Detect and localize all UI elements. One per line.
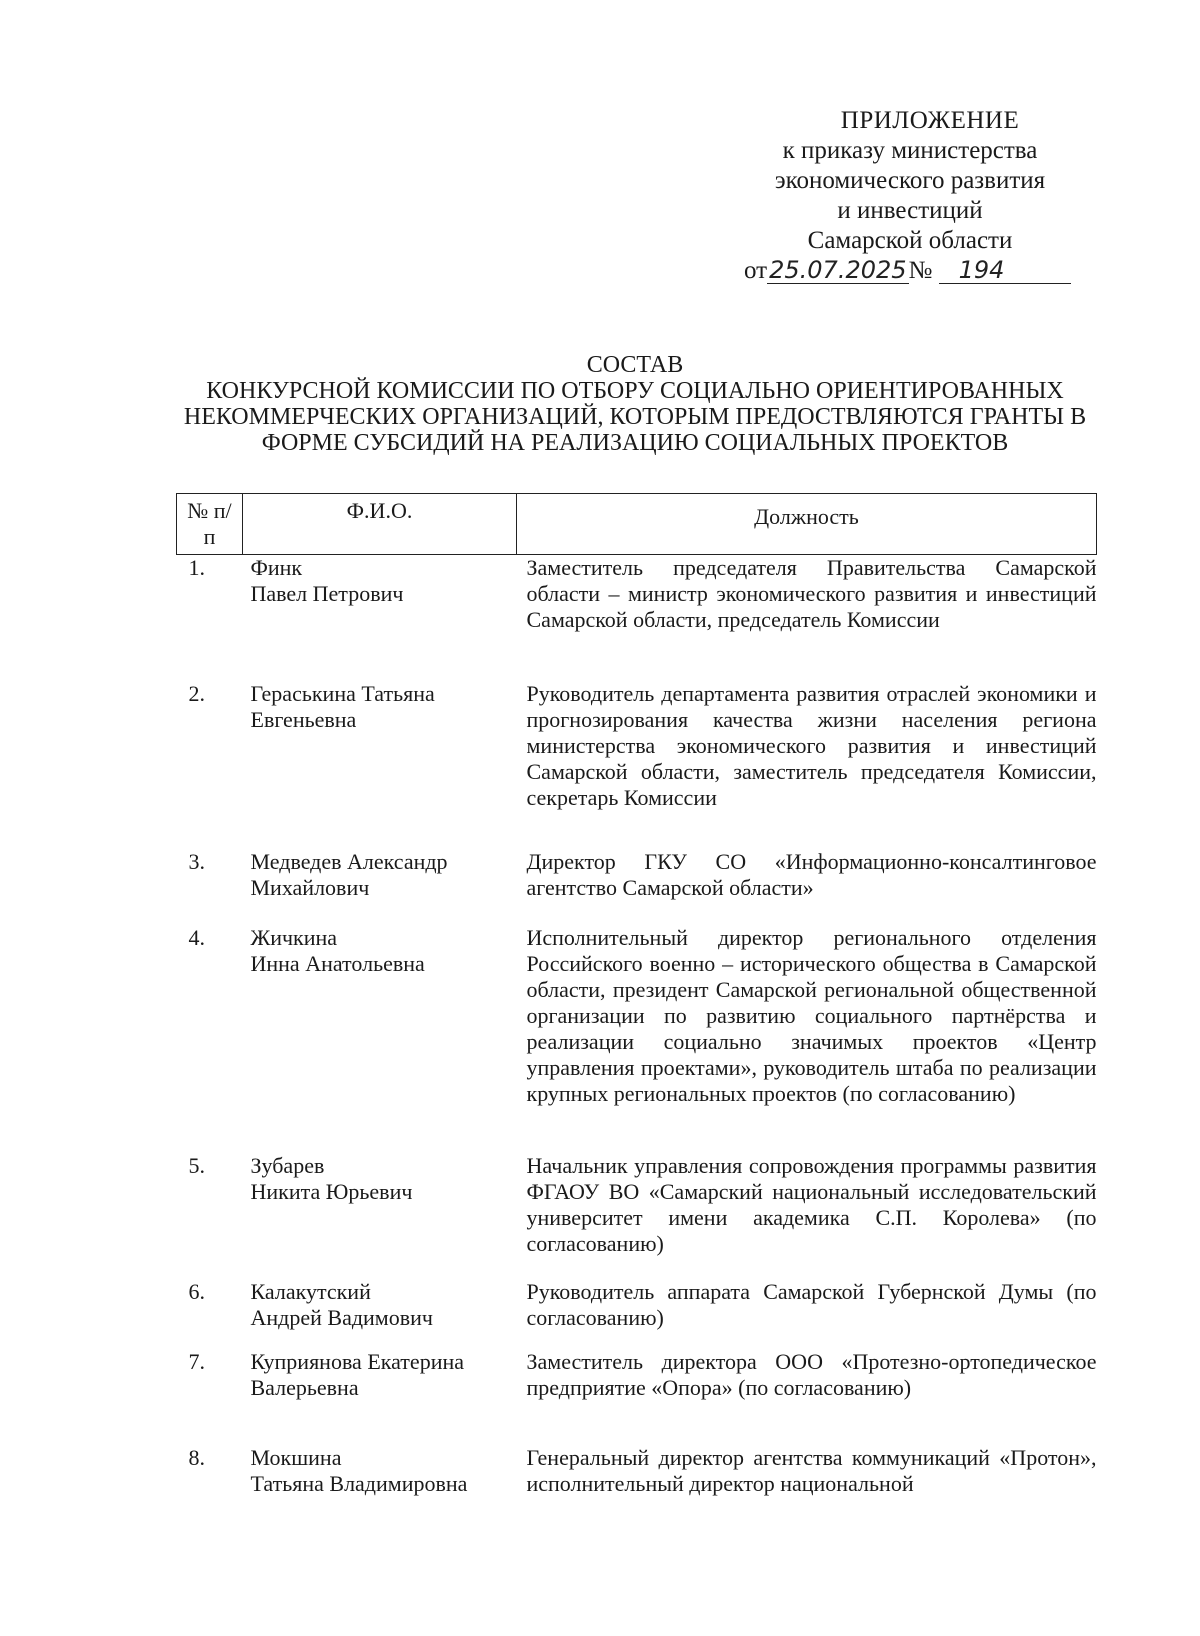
appendix-title: ПРИЛОЖЕНИЕ bbox=[840, 107, 1020, 134]
member-surname: Калакутский bbox=[250, 1278, 371, 1304]
handwritten-date: 25.07.2025 bbox=[769, 256, 907, 284]
member-given-name: Павел Петрович bbox=[250, 581, 404, 606]
appendix-line-3: и инвестиций bbox=[837, 197, 983, 224]
table-row bbox=[177, 1349, 1097, 1445]
heading-line-3: НЕКОММЕРЧЕСКИХ ОРГАНИЗАЦИЙ, КОТОРЫМ ПРЕДОСТВЛЯЮТСЯ ГРАНТЫ В bbox=[183, 404, 1087, 430]
member-surname: Куприянова Екатерина bbox=[250, 1348, 465, 1374]
row-num: 6. bbox=[188, 1278, 205, 1304]
member-given-name: Валерьевна bbox=[250, 1374, 359, 1400]
member-surname: Медведев Александр bbox=[250, 848, 448, 874]
heading-line-2: КОНКУРСНОЙ КОМИССИИ ПО ОТБОРУ СОЦИАЛЬНО ОРИЕНТИРОВАННЫХ bbox=[206, 378, 1064, 404]
row-num: 1. bbox=[188, 555, 205, 580]
table-header-row bbox=[177, 494, 1097, 555]
member-given-name: Михайлович bbox=[250, 874, 370, 900]
row-num: 4. bbox=[188, 924, 205, 950]
number-prefix: № bbox=[908, 257, 933, 284]
table-row bbox=[177, 555, 1097, 681]
handwritten-number: 194 bbox=[939, 257, 1071, 284]
header-role: Должность bbox=[517, 494, 1097, 555]
table-row bbox=[177, 849, 1097, 925]
row-num: 2. bbox=[188, 680, 205, 706]
member-role: Заместитель председателя Правительства Самарской области – министр экономического развития и инвестиций Самарской области, председатель Комиссии bbox=[526, 555, 1097, 632]
document-heading bbox=[170, 352, 1100, 456]
member-surname: Мокшина bbox=[250, 1444, 342, 1470]
date-prefix: от bbox=[744, 257, 768, 284]
table-row bbox=[177, 1445, 1097, 1501]
row-num: 8. bbox=[188, 1444, 205, 1470]
appendix-line-4: Самарской области bbox=[807, 227, 1013, 254]
member-role: Начальник управления сопровождения программы развития ФГАОУ ВО «Самарский национальный исследовательский университет имени академика С.П. Королева» (по согласованию) bbox=[526, 1152, 1097, 1256]
member-surname: Финк bbox=[250, 555, 303, 580]
header-num: № п/п bbox=[177, 494, 243, 555]
table-row bbox=[177, 1153, 1097, 1279]
row-num: 5. bbox=[188, 1152, 205, 1178]
member-surname: Зубарев bbox=[250, 1152, 325, 1178]
heading-line-4: ФОРМЕ СУБСИДИЙ НА РЕАЛИЗАЦИЮ СОЦИАЛЬНЫХ ПРОЕКТОВ bbox=[261, 430, 1009, 456]
appendix-date-line bbox=[744, 256, 1080, 286]
member-surname: Жичкина bbox=[250, 924, 338, 950]
member-role: Заместитель директора ООО «Протезно-ортопедическое предприятие «Опора» (по согласованию) bbox=[526, 1348, 1097, 1400]
table-row bbox=[177, 925, 1097, 1153]
table-row bbox=[177, 1279, 1097, 1349]
member-given-name: Андрей Вадимович bbox=[250, 1304, 433, 1330]
member-role: Исполнительный директор регионального отделения Российского военно – исторического общества в Самарской области, президент Самарской региональной общественной организации по развитию социального партнёрства и реализации социально значимых проектов «Центр управления проектами», руководитель штаба по реализации крупных региональных проектов (по согласованию) bbox=[526, 924, 1097, 1106]
header-name: Ф.И.О. bbox=[243, 494, 517, 555]
member-role: Директор ГКУ СО «Информационно-консалтинговое агентство Самарской области» bbox=[526, 848, 1097, 900]
members-table-wrap bbox=[176, 493, 1096, 1501]
member-surname: Гераськина Татьяна bbox=[250, 680, 435, 706]
appendix-block bbox=[740, 106, 1080, 286]
member-role: Руководитель аппарата Самарской Губернской Думы (по согласованию) bbox=[526, 1278, 1097, 1330]
members-table bbox=[176, 493, 1097, 1501]
appendix-line-2: экономического развития bbox=[774, 167, 1046, 194]
table-row bbox=[177, 681, 1097, 849]
member-given-name: Никита Юрьевич bbox=[250, 1178, 413, 1204]
member-role: Руководитель департамента развития отраслей экономики и прогнозирования качества жизни населения региона министерства экономического развития и инвестиций Самарской области, заместитель председателя Комиссии, секретарь Комиссии bbox=[526, 680, 1097, 810]
member-given-name: Татьяна Владимировна bbox=[250, 1470, 468, 1496]
heading-line-1: СОСТАВ bbox=[586, 352, 684, 378]
row-num: 3. bbox=[188, 848, 205, 874]
row-num: 7. bbox=[188, 1348, 205, 1374]
appendix-line-1: к приказу министерства bbox=[782, 137, 1038, 164]
member-role: Генеральный директор агентства коммуникаций «Протон», исполнительный директор национальной bbox=[526, 1444, 1097, 1496]
member-given-name: Евгеньевна bbox=[250, 706, 357, 732]
member-given-name: Инна Анатольевна bbox=[250, 950, 425, 976]
